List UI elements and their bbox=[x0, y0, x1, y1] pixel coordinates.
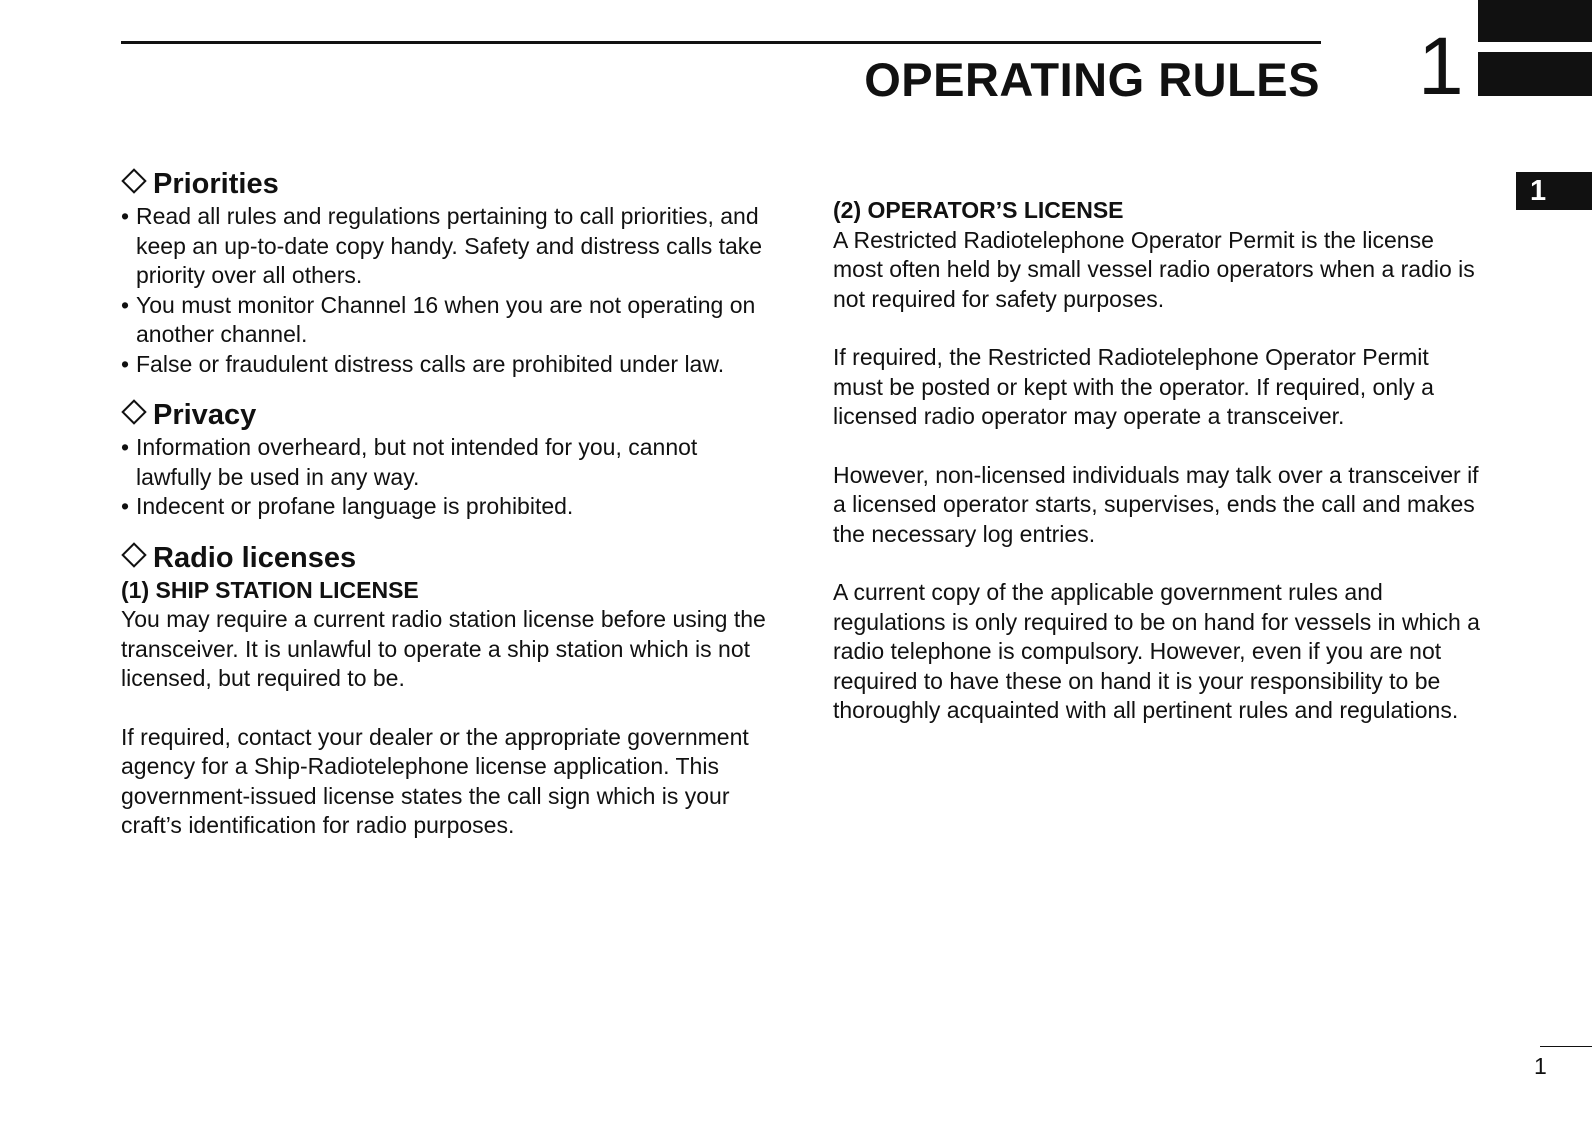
diamond-icon bbox=[121, 399, 146, 424]
privacy-heading: Privacy bbox=[121, 397, 771, 433]
diamond-icon bbox=[121, 542, 146, 567]
list-item: • False or fraudulent distress calls are prohibited under law. bbox=[121, 350, 771, 380]
right-column bbox=[833, 196, 1483, 726]
ship-station-paragraph: You may require a current radio station license before using the transceiver. It is unlawful to operate a ship station which is not licensed, but required to be. bbox=[121, 606, 766, 691]
radio-licenses-heading: Radio licenses bbox=[121, 540, 771, 576]
chapter-tab-block-top bbox=[1478, 0, 1592, 42]
chapter-tab-block bbox=[1478, 52, 1592, 96]
diamond-icon bbox=[121, 168, 146, 193]
page-number: 1 bbox=[1534, 1053, 1547, 1079]
left-column bbox=[121, 166, 771, 841]
footer-rule bbox=[1540, 1046, 1592, 1047]
header-rule bbox=[121, 41, 1321, 44]
ship-station-license-subheading: (1) SHIP STATION LICENSE bbox=[121, 576, 419, 603]
operators-license-paragraph: A current copy of the applicable government rules and regulations is only required to be on hand for vessels in which a radio telephone is compulsory. However, even if you are not required to have these on hand it is your responsibility to be thoroughly acquainted with all pertinent rules and regulations. bbox=[833, 579, 1480, 723]
list-item: • Information overheard, but not intended for you, cannot lawfully be used in any way. bbox=[121, 433, 771, 492]
chapter-number: 1 bbox=[1418, 21, 1464, 112]
list-item: • You must monitor Channel 16 when you are not operating on another channel. bbox=[121, 291, 771, 350]
operators-license-paragraph: A Restricted Radiotelephone Operator Permit is the license most often held by small vessel radio operators when a radio is not required for safety purposes. bbox=[833, 226, 1475, 312]
list-item: • Indecent or profane language is prohibited. bbox=[121, 492, 771, 522]
operators-license-paragraph: If required, the Restricted Radiotelephone Operator Permit must be posted or kept with the operator. If required, only a licensed radio operator may operate a transceiver. bbox=[833, 344, 1434, 429]
operators-license-paragraph: However, non-licensed individuals may talk over a transceiver if a licensed operator starts, supervises, ends the call and makes the necessary log entries. bbox=[833, 461, 1479, 547]
privacy-list bbox=[121, 433, 771, 522]
priorities-list bbox=[121, 202, 771, 379]
section-side-tab: 1 bbox=[1516, 172, 1592, 210]
list-item: • Read all rules and regulations pertaining to call priorities, and keep an up-to-date copy handy. Safety and distress calls take priority over all others. bbox=[121, 202, 771, 291]
ship-station-paragraph: If required, contact your dealer or the appropriate government agency for a Ship-Radiotelephone license application. This government-issued license states the call sign which is your craft’s identification for radio purposes. bbox=[121, 723, 749, 838]
chapter-title: OPERATING RULES bbox=[864, 53, 1320, 106]
operators-license-subheading: (2) OPERATOR’S LICENSE bbox=[833, 197, 1124, 223]
priorities-heading: Priorities bbox=[121, 166, 771, 202]
